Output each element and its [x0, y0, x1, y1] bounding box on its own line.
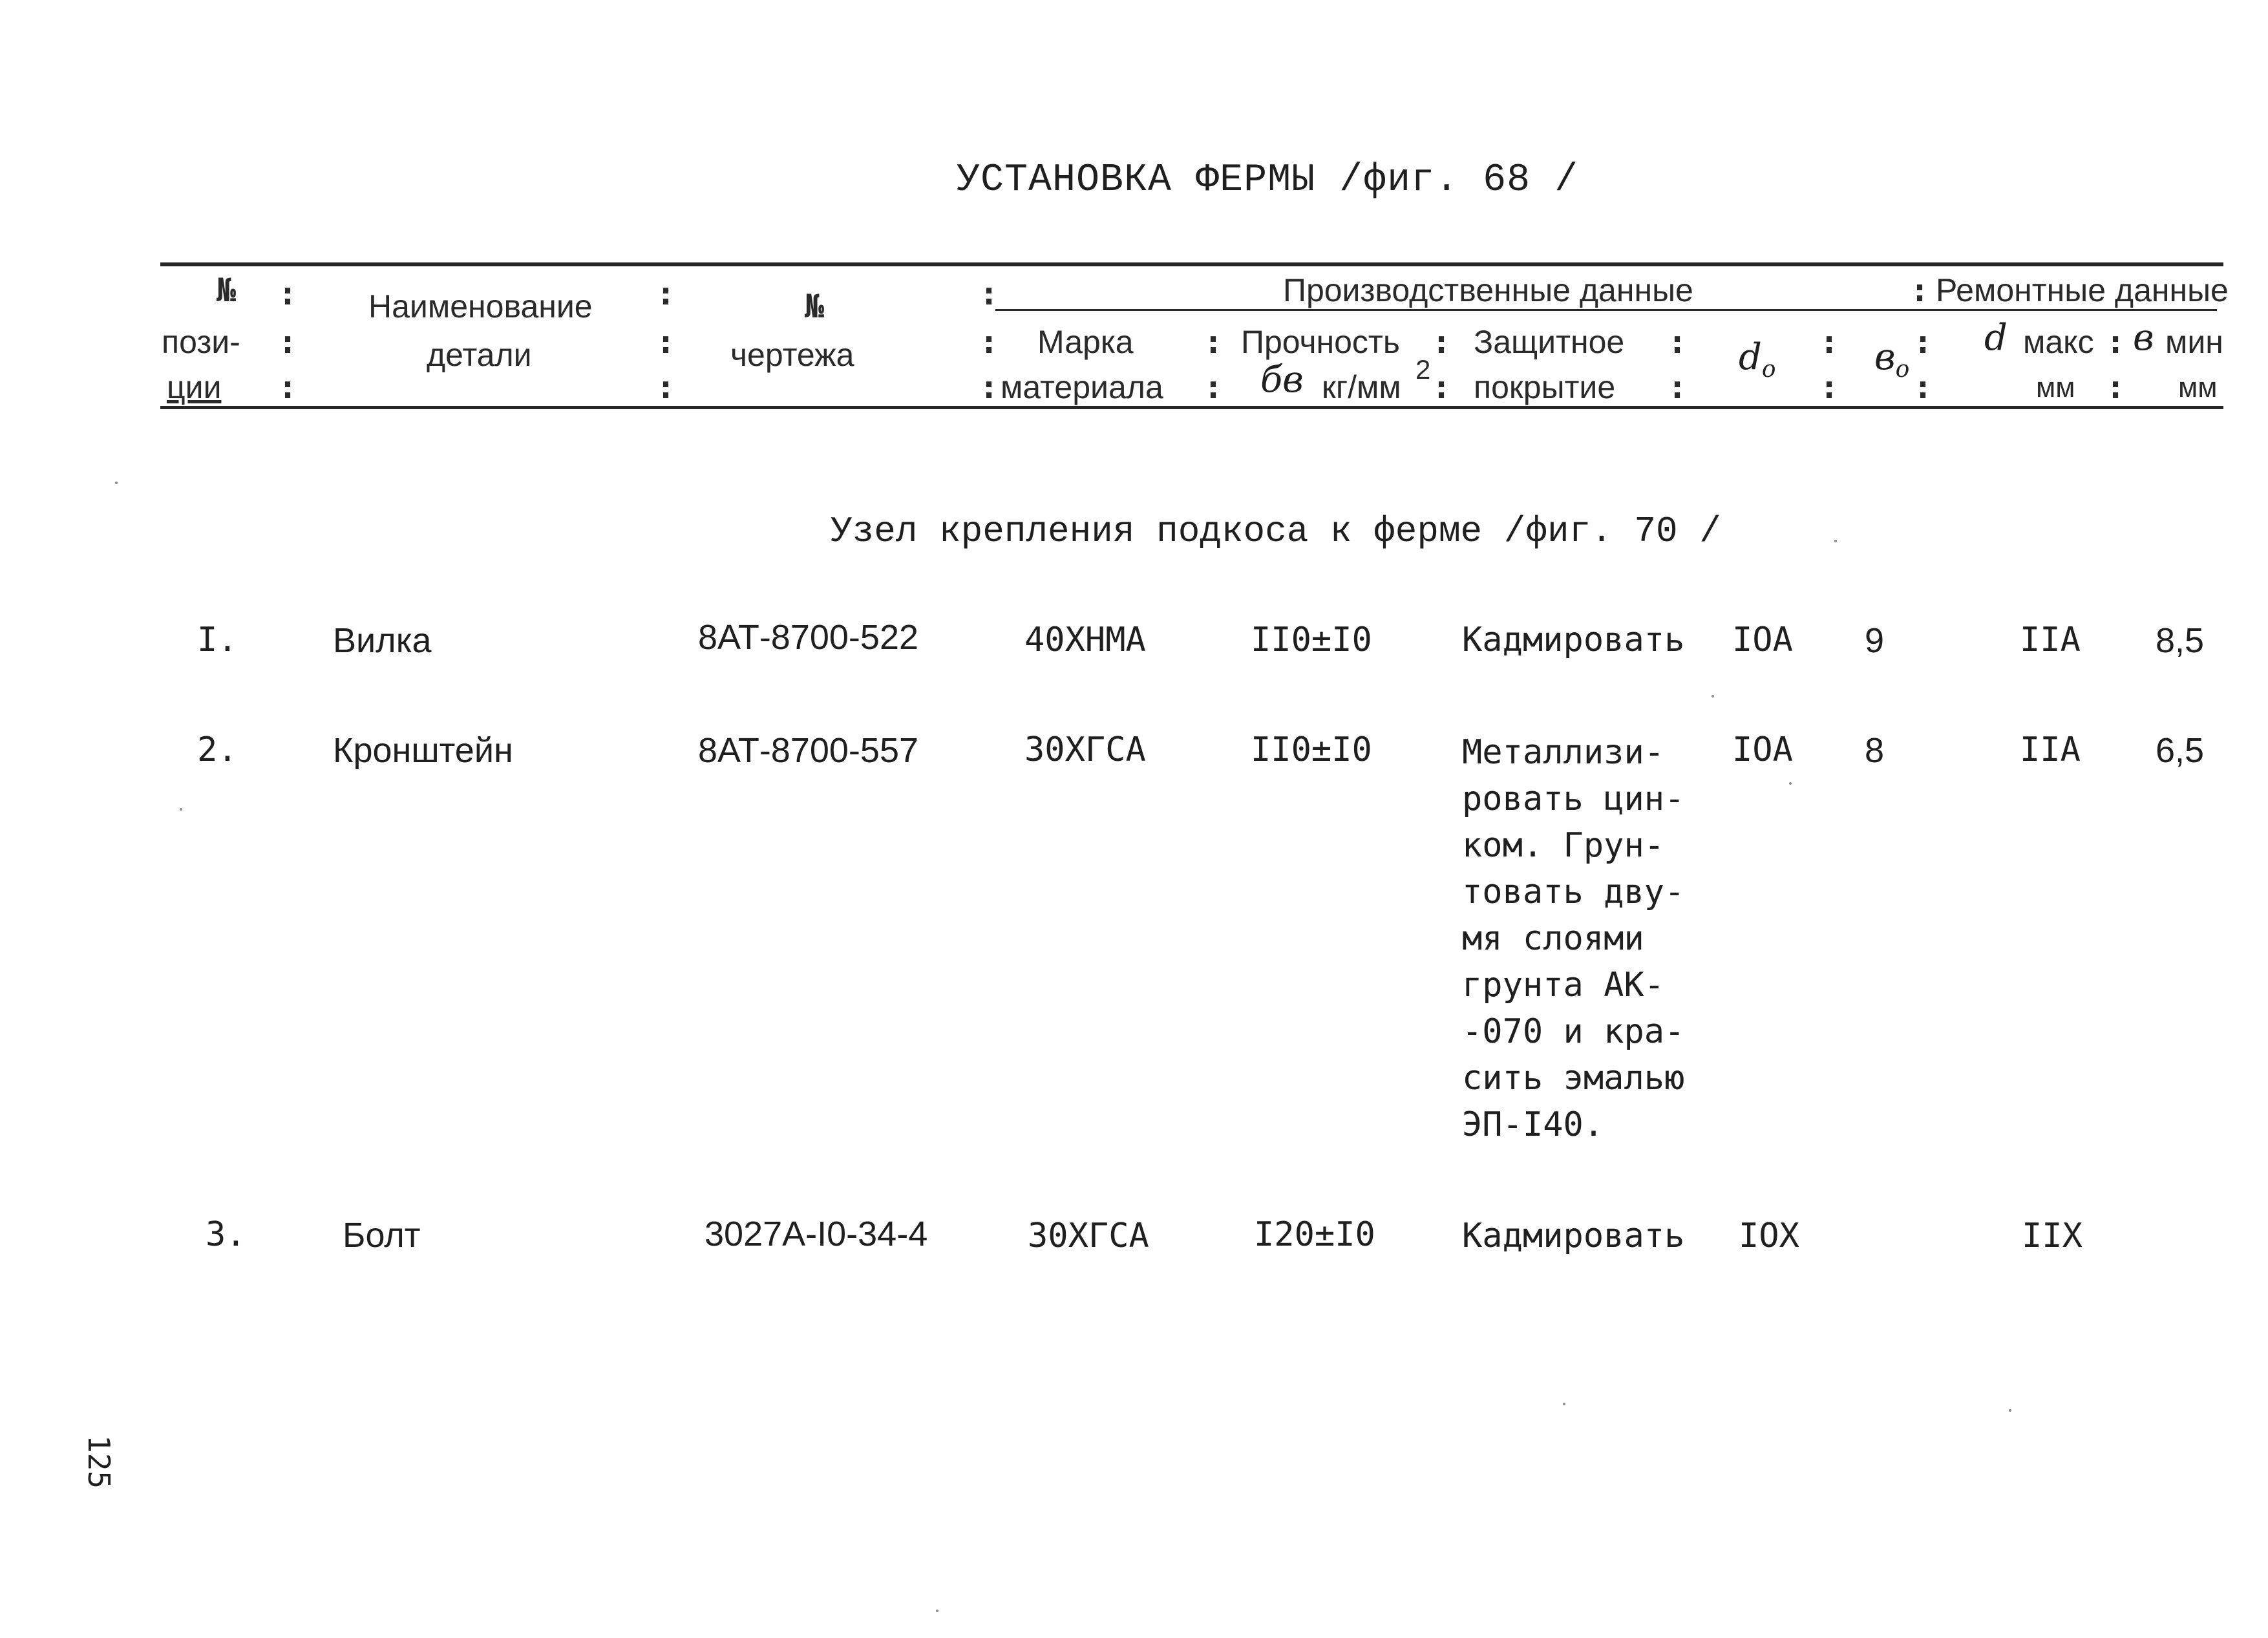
sep-d0-1: :: [1819, 323, 1839, 361]
header-drawing-label: чертежа: [730, 337, 854, 373]
sep-material-2: :: [979, 368, 999, 406]
header-dmax-unit: мм: [2036, 372, 2075, 403]
row3-dmax: IIX: [2022, 1217, 2083, 1255]
header-pos-line1: пози-: [162, 324, 240, 360]
header-drawing-no: №: [805, 288, 825, 325]
header-name-line1: Наименование: [368, 288, 593, 324]
row3-d0: IOX: [1739, 1217, 1799, 1255]
header-strength-symbol: бв: [1260, 359, 1304, 401]
header-pos-line2: ции: [167, 369, 222, 405]
scan-speck: [1563, 1403, 1565, 1405]
row3-pos: 3.: [206, 1215, 246, 1254]
sep-pos-1: :: [278, 275, 298, 312]
sep-coating-2: :: [1432, 368, 1452, 406]
sep-drawing-1: :: [979, 275, 999, 312]
row1-strength: II0±I0: [1251, 621, 1372, 659]
header-pos-no: №: [217, 271, 237, 309]
row2-material: 30ХГСА: [1024, 730, 1146, 769]
header-strength-line1: Прочность: [1241, 324, 1400, 360]
header-d0-sub: o: [1761, 356, 1776, 383]
header-production-group: Производственные данные: [1283, 272, 1693, 308]
header-coating-line2: покрытие: [1474, 369, 1616, 405]
scan-speck: [115, 482, 118, 484]
sep-coating-3: :: [1668, 323, 1688, 361]
sep-name-1: :: [656, 275, 676, 312]
scan-speck: [936, 1610, 938, 1612]
row2-drawing: 8АТ-8700-557: [698, 731, 919, 770]
header-bmin-unit: мм: [2178, 372, 2218, 403]
header-material-line1: Марка: [1037, 324, 1134, 360]
sep-coating-1: :: [1432, 323, 1452, 361]
row1-d0: IOA: [1732, 621, 1793, 659]
header-b0-sub: o: [1895, 356, 1910, 383]
sep-repair-group: :: [1910, 271, 1930, 309]
page-number: 125: [81, 1435, 116, 1489]
row1-coating: Кадмировать: [1462, 621, 1685, 659]
row1-material: 40ХНМА: [1024, 621, 1146, 659]
scan-speck: [2009, 1409, 2011, 1412]
header-b0: [1874, 336, 1909, 383]
document-title: УСТАНОВКА ФЕРМЫ /фиг. 68 /: [957, 158, 1579, 202]
header-bottom-rule: [160, 406, 2223, 409]
row2-b0: 8: [1865, 731, 1885, 770]
row2-name: Кронштейн: [333, 731, 513, 770]
header-material-line2: материала: [1001, 369, 1163, 405]
sep-strength-1: :: [1203, 323, 1224, 361]
header-name-line2: детали: [427, 337, 532, 373]
header-coating-line1: Защитное: [1474, 324, 1625, 360]
row1-dmax: IIA: [2020, 621, 2081, 659]
header-dmax-symbol: d: [1984, 317, 2008, 359]
row1-pos: I.: [197, 621, 238, 659]
sep-name-3: :: [656, 368, 676, 406]
sep-pos-2: :: [278, 323, 298, 361]
sep-material-1: :: [979, 323, 999, 361]
scan-speck: [1834, 540, 1837, 542]
row3-name: Болт: [343, 1216, 421, 1255]
sep-dmax-1: :: [2106, 323, 2126, 361]
header-top-rule: [160, 262, 2223, 266]
sep-name-2: :: [656, 323, 676, 361]
sep-strength-2: :: [1203, 368, 1224, 406]
header-b0-symbol: в: [1874, 336, 1896, 378]
row1-b0: 9: [1865, 621, 1885, 660]
row3-coating: Кадмировать: [1462, 1217, 1685, 1255]
row2-bmin: 6,5: [2156, 731, 2205, 770]
sep-b0-1: :: [1913, 323, 1933, 361]
header-bmin-label: мин: [2165, 324, 2223, 360]
row3-strength: I20±I0: [1254, 1215, 1375, 1254]
row2-strength: II0±I0: [1251, 730, 1372, 769]
header-strength-unit: кг/мм: [1322, 369, 1401, 405]
row1-bmin: 8,5: [2156, 621, 2205, 660]
header-d0-symbol: d: [1739, 336, 1762, 378]
sep-dmax-2: :: [2106, 368, 2126, 406]
row1-name: Вилка: [333, 621, 432, 660]
row1-drawing: 8АТ-8700-522: [698, 618, 919, 657]
row2-pos: 2.: [197, 730, 238, 769]
row2-dmax: IIA: [2020, 730, 2081, 769]
section-title: Узел крепления подкоса к ферме /фиг. 70 /: [831, 511, 1721, 552]
sep-coating-4: :: [1668, 368, 1688, 406]
row2-d0: IOA: [1732, 730, 1793, 769]
sep-b0-2: :: [1913, 368, 1933, 406]
scan-speck: [1789, 782, 1792, 785]
header-strength-exp: 2: [1415, 354, 1431, 385]
header-bmin-symbol: в: [2133, 317, 2154, 359]
scan-speck: [1712, 695, 1714, 697]
header-repair-group: Ремонтные данные: [1936, 272, 2229, 308]
sep-d0-2: :: [1819, 368, 1839, 406]
row3-material: 30ХГСА: [1028, 1217, 1149, 1255]
header-d0: [1739, 336, 1776, 383]
row2-coating: Металлизи-ровать цин-ком. Грун-товать дву-мя слоями грунта АК--070 и кра-сить эмалью ЭП-I40.: [1462, 733, 1685, 1144]
sep-pos-3: :: [278, 368, 298, 406]
scan-speck: [180, 808, 182, 811]
row3-drawing: 3027А-I0-34-4: [705, 1215, 928, 1253]
header-dmax-label: макс: [2023, 324, 2094, 360]
production-group-rule: [995, 309, 2217, 311]
